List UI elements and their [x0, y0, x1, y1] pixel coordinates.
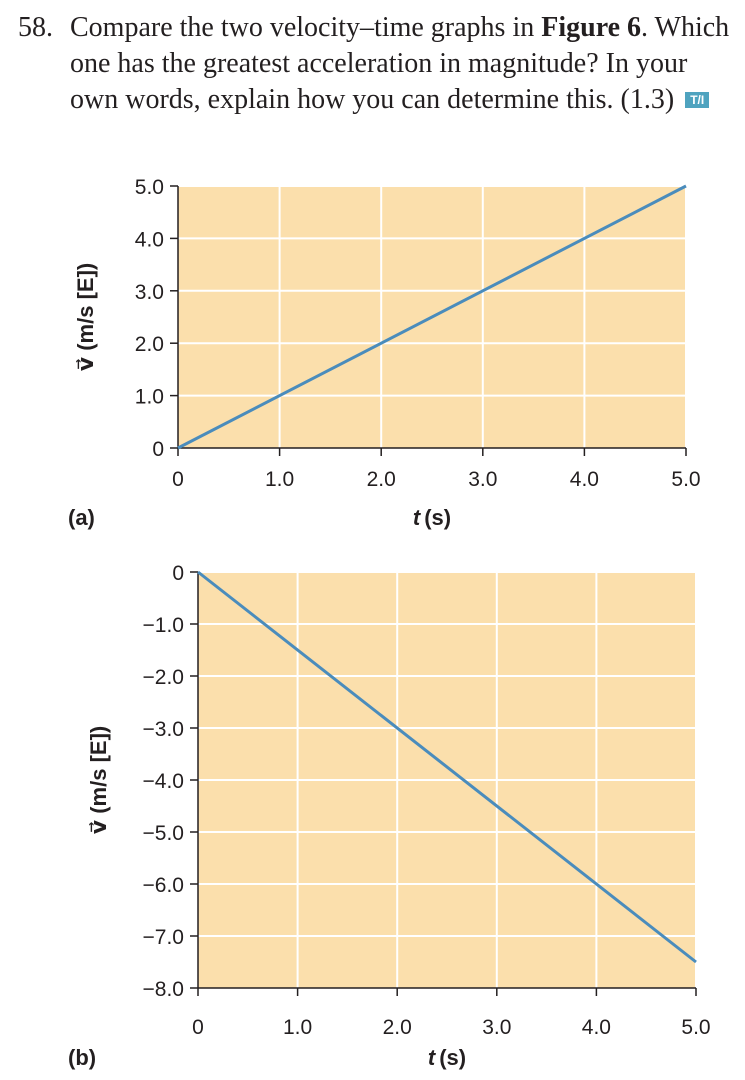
chart-b-x-tick-label: 0 [192, 1016, 204, 1039]
chart-a-y-tick-label: 2.0 [134, 333, 164, 357]
chart-a-x-axis-label: t (s) [412, 505, 452, 530]
chart-b-y-tick-label: −1.0 [142, 614, 184, 637]
chart-b-y-tick-label: −4.0 [142, 770, 184, 793]
chart-a-x-tick-label: 3.0 [468, 468, 498, 491]
chart-b-y-tick-label: −2.0 [142, 666, 184, 689]
chart-b-y-tick-label: −6.0 [142, 874, 184, 897]
chart-a-x-tick-label: 4.0 [569, 468, 600, 491]
chart-a-x-tick-label: 2.0 [366, 468, 396, 491]
chart-b-x-tick-label: 4.0 [581, 1016, 612, 1039]
chart-a-x-tick-label: 0 [172, 468, 184, 491]
question-text-end: . Which one has the greatest acceleration in magnitude? In your own words, explain how you can determine this. (1.3) [70, 12, 730, 115]
chart-b-y-tick-label: −8.0 [142, 978, 184, 1001]
chart-a-y-tick-label: 5.0 [134, 176, 164, 199]
chart-b-y-axis-label: v⃗ (m/s [E]) [86, 725, 111, 835]
question-text-start: Compare the two velocity–time graphs in [70, 12, 542, 43]
chart-b-y-tick-label: −3.0 [142, 718, 184, 741]
chart-a-y-tick-label: 4.0 [134, 228, 164, 252]
chart-a-x-tick-label: 5.0 [671, 468, 701, 491]
chart-a-x-tick-label: 1.0 [264, 468, 295, 491]
chart-b-x-tick-label: 3.0 [482, 1016, 512, 1039]
chart-a-y-tick-label: 3.0 [134, 280, 164, 304]
chart-b-x-tick-label: 2.0 [382, 1016, 412, 1039]
chart-a-y-tick-label: 0 [152, 438, 164, 461]
figure-reference: Figure 6 [541, 12, 642, 43]
chart-a-y-axis-label: v⃗ (m/s [E]) [73, 262, 98, 372]
question-number: 58. [18, 12, 53, 43]
chart-b-y-tick-label: −7.0 [142, 926, 184, 949]
thinking-investigation-badge: T/I [685, 92, 709, 108]
chart-b-panel-label: (b) [68, 1045, 97, 1070]
chart-b-x-tick-label: 5.0 [681, 1016, 711, 1039]
chart-b-y-tick-label: −5.0 [142, 822, 184, 845]
chart-b-y-tick-label: 0 [172, 562, 184, 585]
chart-b-x-axis-label: t (s) [427, 1045, 467, 1070]
chart-a-panel-label: (a) [68, 505, 95, 530]
chart-b-x-tick-label: 1.0 [282, 1016, 313, 1039]
chart-a-y-tick-label: 1.0 [134, 385, 164, 409]
